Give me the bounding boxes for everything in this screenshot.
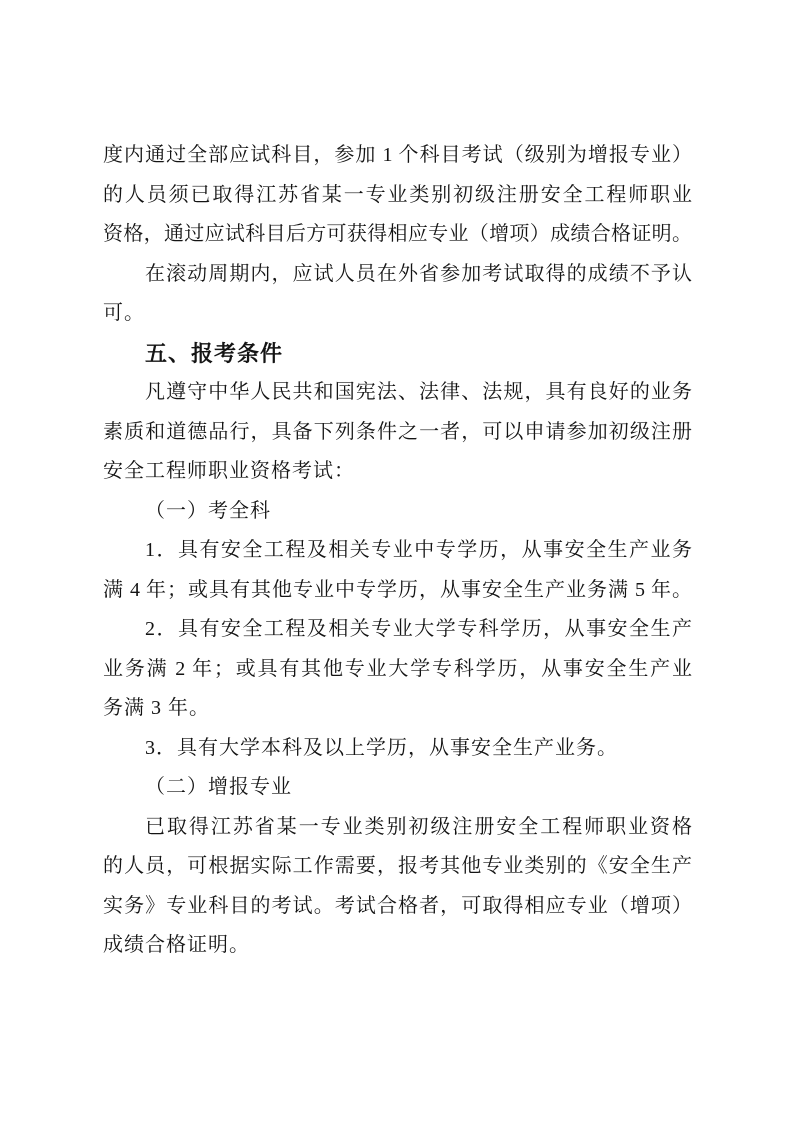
text-line: 1．具有安全工程及相关专业中专学历，从事安全生产业务: [145, 539, 692, 561]
text-line: 凡遵守中华人民共和国宪法、法律、法规，具有良好的业务: [145, 381, 692, 403]
document-text-block: [103, 136, 692, 966]
text-line: 3．具有大学本科及以上学历，从事安全生产业务。: [145, 736, 618, 759]
text-line: 的人员须已取得江苏省某一专业类别初级注册安全工程师职业: [103, 183, 692, 206]
text-line: 素质和道德品行，具备下列条件之一者，可以申请参加初级注册: [103, 420, 692, 443]
text-line: 已取得江苏省某一专业类别初级注册安全工程师职业资格: [145, 815, 692, 838]
text-line: 2．具有安全工程及相关专业大学专科学历，从事安全生产: [145, 618, 692, 640]
text-line: 可。: [103, 302, 145, 324]
text-line: 成绩合格证明。: [103, 934, 250, 956]
text-line: 务满 3 年。: [103, 697, 210, 719]
section-heading: 五、报考条件: [145, 340, 284, 366]
text-line: 度内通过全部应试科目，参加 1 个科目考试（级别为增报专业）: [103, 144, 692, 166]
text-line: 满 4 年；或具有其他专业中专学历，从事安全生产业务满 5 年。: [103, 578, 692, 601]
text-line: 的人员，可根据实际工作需要，报考其他专业类别的《安全生产: [103, 855, 692, 877]
text-line: 业务满 2 年；或具有其他专业大学专科学历，从事安全生产业: [103, 657, 692, 680]
text-line: 资格，通过应试科目后方可获得相应专业（增项）成绩合格证明。: [103, 223, 692, 245]
text-line: 安全工程师职业资格考试：: [103, 460, 355, 482]
text-line: 在滚动周期内，应试人员在外省参加考试取得的成绩不予认: [145, 262, 692, 285]
text-line: （二）增报专业: [145, 776, 292, 798]
text-line: （一）考全科: [145, 499, 271, 522]
text-line: 实务》专业科目的考试。考试合格者，可取得相应专业（增项）: [103, 894, 692, 917]
